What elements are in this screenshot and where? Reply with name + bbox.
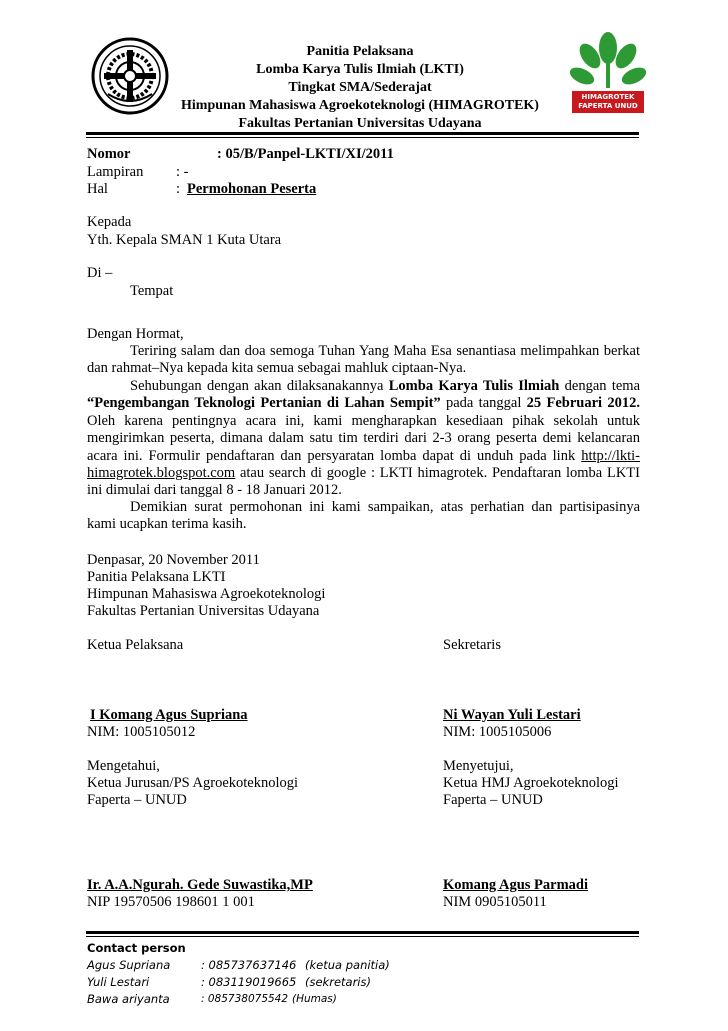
approval-left-3: Faperta – UNUD: [87, 792, 187, 808]
contact-phone-1: : 085737637146: [201, 958, 297, 972]
closing-org-1: Panitia Pelaksana LKTI: [87, 569, 226, 585]
approver-left-name: Ir. A.A.Ngurah. Gede Suwastika,MP: [87, 877, 313, 893]
approval-right-3: Faperta – UNUD: [443, 792, 543, 808]
right-signatory-name: Ni Wayan Yuli Lestari: [443, 707, 581, 723]
tempat-line: Tempat: [130, 283, 174, 299]
letterhead-line-5: Fakultas Pertanian Universitas Udayana: [238, 116, 482, 131]
approval-left-2: Ketua Jurusan/PS Agroekoteknologi: [87, 775, 299, 791]
approval-right-1: Menyetujui,: [443, 758, 514, 774]
closing-org-3: Fakultas Pertanian Universitas Udayana: [87, 603, 320, 619]
contact-role-2: (sekretaris): [305, 975, 371, 989]
kepada-line: Kepada: [87, 214, 132, 230]
lampiran-label: Lampiran: [87, 164, 144, 180]
paragraph-1-text: Teriring salam dan doa semoga Tuhan Yang Maha Esa senantiasa melimpahkan berkat dan rahmat–Nya kepada kita semua sebagai mahluk ciptaan-Nya.: [87, 343, 640, 377]
registration-link[interactable]: http://lkti-himagrotek.blogspot.com: [87, 447, 640, 482]
contact-name-2: Yuli Lestari: [87, 975, 150, 989]
greeting: Dengan Hormat,: [87, 326, 184, 342]
p2-text-c: dengan tema: [559, 378, 640, 394]
contact-phone-2: : 083119019665: [201, 975, 297, 989]
himagrotek-logo: [562, 28, 654, 116]
logo-badge-line-2: FAPERTA UNUD: [578, 102, 638, 110]
contact-name-3: Bawa ariyanta: [87, 992, 170, 1006]
nomor-value: : 05/B/Panpel-LKTI/XI/2011: [217, 146, 394, 162]
approver-left-id: NIP 19570506 198601 1 001: [87, 894, 255, 910]
contact-phone-3: : 085738075542: [201, 993, 289, 1005]
p2-event-name: Lomba Karya Tulis Ilmiah: [388, 378, 560, 394]
university-seal-logo: [90, 36, 170, 116]
header-rule-thick: [86, 132, 639, 135]
nomor-label: Nomor: [87, 146, 131, 162]
lampiran-value: : -: [176, 164, 189, 180]
hal-label: Hal: [87, 181, 108, 197]
p2-text-h: atau search di google : LKTI himagrotek. Pendaftaran lomba LKTI ini dimulai dari tanggal 8 - 18 Januari 2012.: [87, 465, 640, 499]
paragraph-1: [87, 343, 640, 378]
di-line: Di –: [87, 265, 113, 281]
p2-date: 25 Februari 2012.: [526, 395, 640, 412]
hal-value: Permohonan Peserta: [187, 181, 317, 197]
approval-left-1: Mengetahui,: [87, 758, 160, 774]
contact-name-1: Agus Supriana: [87, 958, 171, 972]
letterhead-line-2: Lomba Karya Tulis Ilmiah (LKTI): [256, 62, 464, 77]
left-signatory-name: I Komang Agus Supriana: [90, 707, 248, 723]
p2-theme: “Pengembangan Teknologi Pertanian di Lahan Sempit”: [87, 395, 441, 412]
approver-right-id: NIM 0905105011: [443, 894, 547, 910]
p2-text-e: pada tanggal: [440, 395, 527, 412]
contact-role-1: (ketua panitia): [305, 958, 390, 972]
letterhead-line-1: Panitia Pelaksana: [306, 44, 414, 59]
header-rule-thin: [86, 137, 639, 138]
paragraph-3: [87, 499, 640, 534]
contact-role-3: (Humas): [292, 993, 337, 1005]
right-role: Sekretaris: [443, 637, 501, 653]
contact-title: Contact person: [87, 941, 186, 955]
approver-right-name: Komang Agus Parmadi: [443, 877, 589, 893]
hal-colon: :: [176, 181, 181, 197]
closing-org-2: Himpunan Mahasiswa Agroekoteknologi: [87, 586, 326, 602]
left-signatory-id: NIM: 1005105012: [87, 724, 196, 740]
paragraph-3-text: Demikian surat permohonan ini kami sampaikan, atas perhatian dan partisipasinya kami ucapkan terima kasih.: [87, 499, 640, 533]
contact-rule-thin: [86, 936, 639, 937]
letterhead-line-3: Tingkat SMA/Sederajat: [288, 80, 432, 95]
p2-text-a: Sehubungan dengan akan dilaksanakannya: [130, 378, 389, 394]
letterhead-line-4: Himpunan Mahasiswa Agroekoteknologi (HIMAGROTEK): [181, 98, 539, 113]
right-signatory-id: NIM: 1005105006: [443, 724, 552, 740]
contact-rule-thick: [86, 931, 639, 934]
logo-badge-line-1: HIMAGROTEK: [581, 93, 635, 101]
paragraph-2: [87, 378, 640, 500]
recipient-line: Yth. Kepala SMAN 1 Kuta Utara: [87, 232, 282, 248]
approval-right-2: Ketua HMJ Agroekoteknologi: [443, 775, 619, 791]
p2-text-g: Oleh karena pentingnya acara ini, kami mengharapkan kesediaan pihak sekolah untuk mengirimkan peserta, dimana dalam satu tim terdiri dari 2-3 orang peserta demi kelancaran acara ini. Formulir pendaftaran dan persyaratan lomba dapat di unduh pada link: [87, 412, 640, 464]
left-role: Ketua Pelaksana: [87, 637, 184, 653]
place-date: Denpasar, 20 November 2011: [87, 552, 260, 568]
